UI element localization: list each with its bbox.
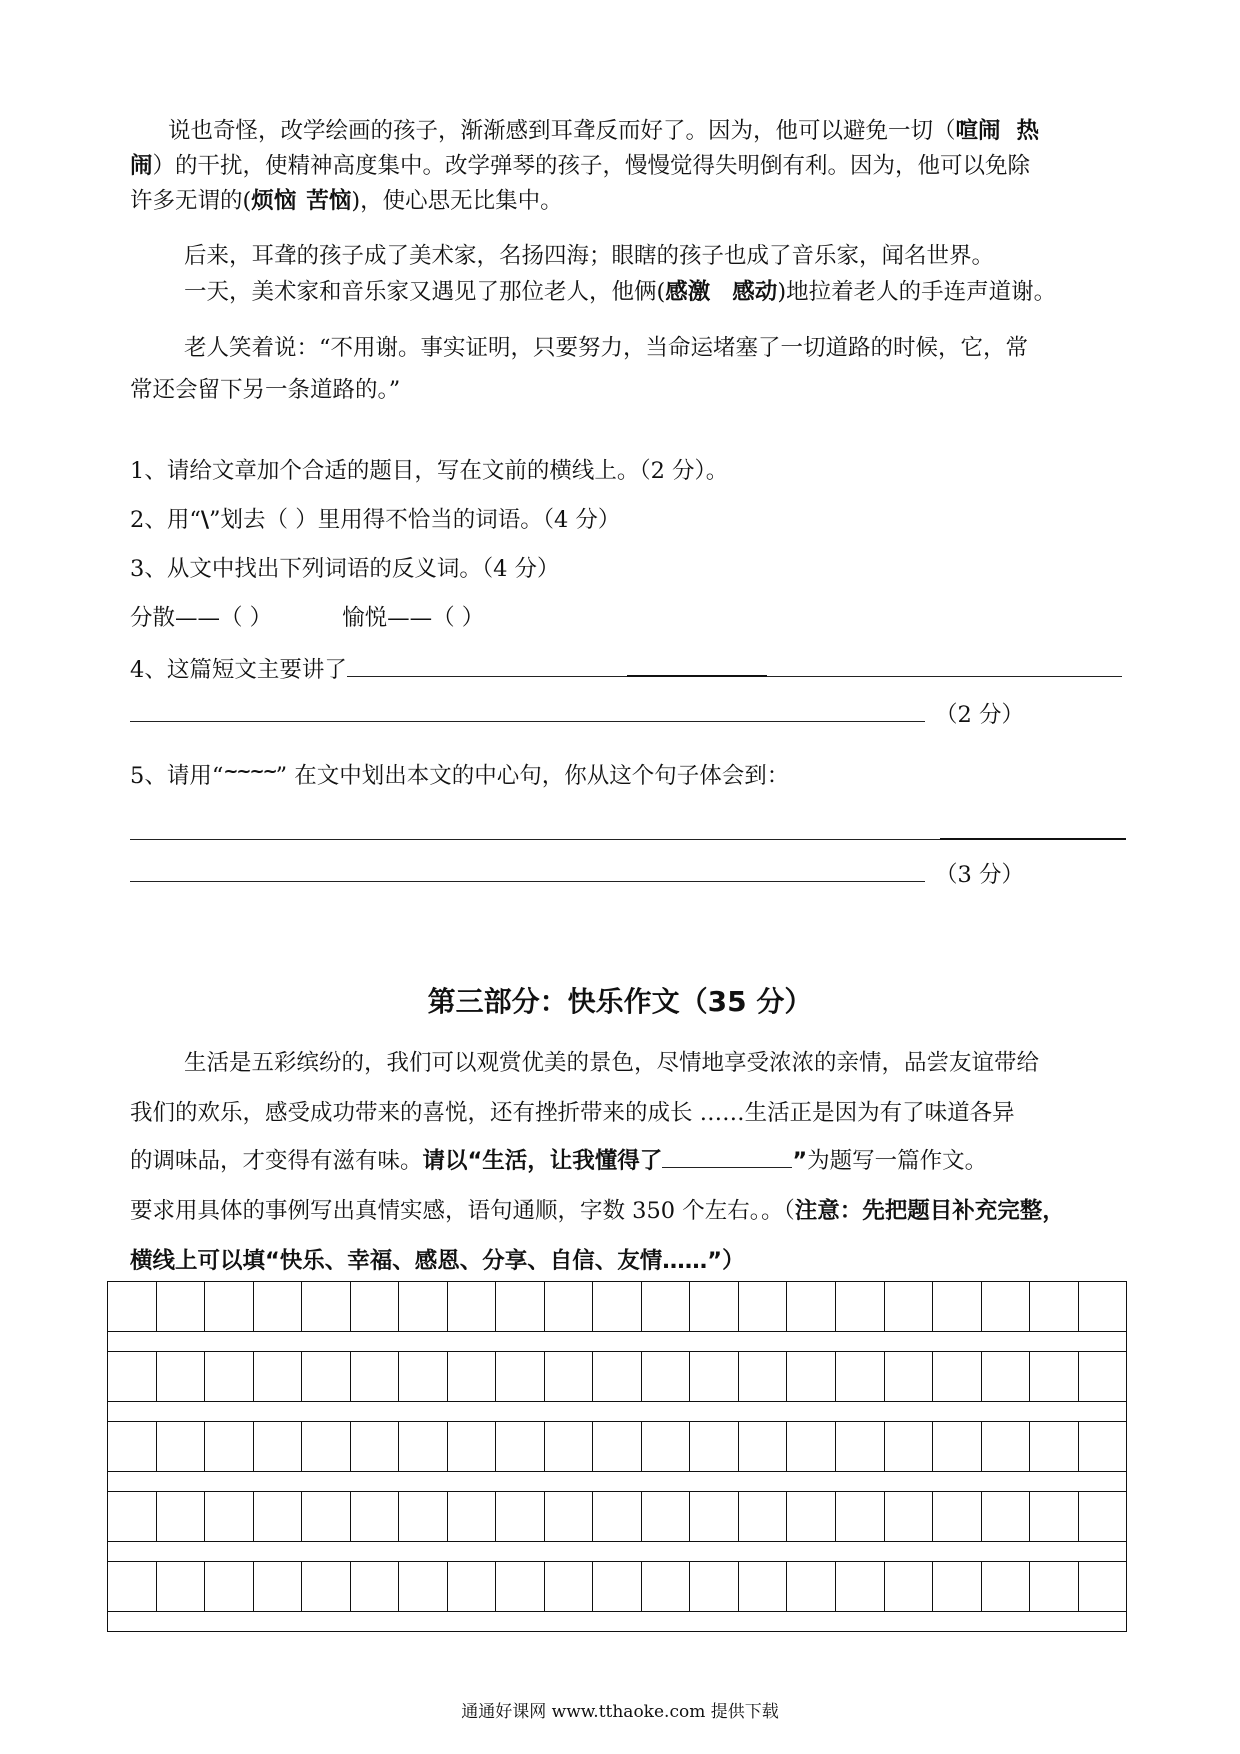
grid-cell[interactable] [205,1562,254,1611]
composition-line-4: 要求用具体的事例写出真情实感，语句通顺，字数 350 个左右。。（注意：先把题目补充完整， [130,1198,1065,1224]
passage-line-2: 闹）的干扰，使精神高度集中。改学弹琴的孩子，慢慢觉得失明倒有利。因为，他可以免除 [130,153,1031,179]
grid-cell[interactable] [787,1492,836,1541]
title-blank[interactable] [662,1149,792,1168]
grid-cell[interactable] [836,1492,885,1541]
grid-cell[interactable] [982,1562,1031,1611]
answer-line[interactable] [130,703,925,722]
answer-line[interactable] [767,658,1122,677]
grid-cell[interactable] [933,1422,982,1471]
grid-cell[interactable] [836,1422,885,1471]
grid-cell[interactable] [399,1352,448,1401]
grid-cell[interactable] [593,1422,642,1471]
grid-cell[interactable] [205,1422,254,1471]
grid-row [108,1422,1126,1472]
grid-row-gap [108,1542,1126,1562]
grid-cell[interactable] [545,1282,594,1331]
grid-cell[interactable] [690,1562,739,1611]
question-5-line-1 [130,815,1130,851]
passage-line-5: 一天，美术家和音乐家又遇见了那位老人，他俩(感激 感动)地拉着老人的手连声道谢。 [184,279,1057,305]
grid-cell[interactable] [642,1352,691,1401]
passage-line-3: 许多无谓的(烦恼 苦恼)，使心思无比集中。 [130,188,563,214]
grid-cell[interactable] [496,1352,545,1401]
grid-cell[interactable] [157,1352,206,1401]
grid-cell[interactable] [593,1352,642,1401]
section-title: 第三部分：快乐作文（35 分） [427,985,813,1018]
grid-cell[interactable] [1030,1492,1079,1541]
grid-cell[interactable] [690,1422,739,1471]
grid-cell[interactable] [108,1352,157,1401]
grid-cell[interactable] [254,1422,303,1471]
grid-cell[interactable] [739,1492,788,1541]
grid-cell[interactable] [836,1282,885,1331]
answer-line[interactable] [130,863,925,882]
writing-grid[interactable] [107,1281,1127,1632]
grid-cell[interactable] [1030,1352,1079,1401]
grid-cell[interactable] [739,1282,788,1331]
grid-cell[interactable] [108,1422,157,1471]
question-4: 4、这篇短文主要讲了 [130,652,1130,688]
grid-cell[interactable] [448,1422,497,1471]
grid-cell[interactable] [399,1562,448,1611]
grid-cell[interactable] [933,1562,982,1611]
grid-row-gap [108,1612,1126,1631]
grid-cell[interactable] [642,1562,691,1611]
passage-line-7: 常还会留下另一条道路的。” [130,377,401,403]
grid-cell[interactable] [448,1352,497,1401]
grid-cell[interactable] [885,1562,934,1611]
grid-cell[interactable] [157,1422,206,1471]
grid-row-gap [108,1402,1126,1422]
grid-cell[interactable] [302,1562,351,1611]
grid-cell[interactable] [593,1492,642,1541]
grid-cell[interactable] [254,1562,303,1611]
passage-line-4: 后来，耳聋的孩子成了美术家，名扬四海；眼瞎的孩子也成了音乐家，闻名世界。 [184,243,995,269]
answer-line[interactable] [940,820,1126,840]
grid-cell[interactable] [399,1282,448,1331]
grid-cell[interactable] [254,1352,303,1401]
question-5-line-2: （3 分） [130,857,1130,893]
grid-cell[interactable] [496,1422,545,1471]
grid-cell[interactable] [787,1282,836,1331]
grid-cell[interactable] [157,1562,206,1611]
grid-cell[interactable] [351,1352,400,1401]
composition-line-5: 横线上可以填“快乐、幸福、感恩、分享、自信、友情……”） [130,1248,745,1274]
grid-cell[interactable] [982,1492,1031,1541]
grid-cell[interactable] [885,1282,934,1331]
grid-cell[interactable] [787,1422,836,1471]
grid-cell[interactable] [885,1352,934,1401]
grid-row [108,1282,1126,1332]
question-2: 2、用“\”划去（ ）里用得不恰当的词语。（4 分） [130,507,621,533]
grid-cell[interactable] [205,1492,254,1541]
grid-cell[interactable] [448,1562,497,1611]
grid-cell[interactable] [545,1352,594,1401]
question-3: 3、从文中找出下列词语的反义词。（4 分） [130,556,560,582]
grid-cell[interactable] [448,1492,497,1541]
grid-row [108,1562,1126,1612]
grid-cell[interactable] [836,1352,885,1401]
question-1: 1、请给文章加个合适的题目，写在文前的横线上。（2 分）。 [130,458,729,484]
answer-line[interactable] [627,657,767,677]
grid-cell[interactable] [982,1352,1031,1401]
question-3-words: 分散——（ ） 愉悦——（ ） [130,605,485,631]
grid-cell[interactable] [108,1562,157,1611]
passage-line-1: 说也奇怪，改学绘画的孩子，渐渐感到耳聋反而好了。因为，他可以避免一切（喧闹 热 [168,118,1040,144]
question-4-line-2: （2 分） [130,697,1130,733]
grid-cell[interactable] [496,1492,545,1541]
answer-line[interactable] [130,821,940,840]
grid-cell[interactable] [933,1492,982,1541]
composition-line-3: 的调味品，才变得有滋有味。请以“生活，让我懂得了 ”为题写一篇作文。 [130,1148,988,1174]
grid-cell[interactable] [302,1492,351,1541]
grid-cell[interactable] [302,1352,351,1401]
grid-row-gap [108,1332,1126,1352]
grid-cell[interactable] [593,1282,642,1331]
grid-cell[interactable] [108,1282,157,1331]
grid-cell[interactable] [1030,1562,1079,1611]
grid-row [108,1492,1126,1542]
grid-cell[interactable] [836,1562,885,1611]
grid-cell[interactable] [205,1282,254,1331]
grid-cell[interactable] [982,1422,1031,1471]
footer: 通通好课网 www.tthaoke.com 提供下载 [461,1702,779,1722]
grid-cell[interactable] [496,1562,545,1611]
grid-cell[interactable] [885,1492,934,1541]
grid-cell[interactable] [593,1562,642,1611]
grid-cell[interactable] [399,1492,448,1541]
passage-line-6: 老人笑着说：“不用谢。事实证明，只要努力，当命运堵塞了一切道路的时候，它，常 [184,335,1029,361]
grid-cell[interactable] [1030,1422,1079,1471]
grid-cell[interactable] [302,1422,351,1471]
composition-line-2: 我们的欢乐，感受成功带来的喜悦，还有挫折带来的成长 ……生活正是因为有了味道各异 [130,1100,1015,1126]
grid-cell[interactable] [933,1352,982,1401]
grid-cell[interactable] [545,1492,594,1541]
grid-cell[interactable] [787,1562,836,1611]
grid-cell[interactable] [933,1282,982,1331]
grid-cell[interactable] [302,1282,351,1331]
grid-cell[interactable] [642,1492,691,1541]
grid-cell[interactable] [739,1352,788,1401]
composition-line-1: 生活是五彩缤纷的，我们可以观赏优美的景色，尽情地享受浓浓的亲情，品尝友谊带给 [184,1050,1040,1076]
grid-cell[interactable] [1079,1352,1127,1401]
grid-cell[interactable] [448,1282,497,1331]
grid-cell[interactable] [690,1282,739,1331]
grid-cell[interactable] [399,1422,448,1471]
grid-cell[interactable] [690,1352,739,1401]
grid-row-gap [108,1472,1126,1492]
grid-cell[interactable] [739,1422,788,1471]
grid-cell[interactable] [545,1562,594,1611]
question-5: 5、请用“~~~~” 在文中划出本文的中心句，你从这个句子体会到： [130,761,790,789]
grid-cell[interactable] [1030,1282,1079,1331]
grid-cell[interactable] [351,1422,400,1471]
grid-cell[interactable] [157,1282,206,1331]
grid-cell[interactable] [1079,1562,1127,1611]
grid-cell[interactable] [885,1422,934,1471]
grid-cell[interactable] [642,1422,691,1471]
grid-cell[interactable] [254,1492,303,1541]
grid-cell[interactable] [496,1282,545,1331]
grid-cell[interactable] [351,1562,400,1611]
grid-cell[interactable] [1079,1492,1127,1541]
grid-cell[interactable] [205,1352,254,1401]
grid-cell[interactable] [787,1352,836,1401]
grid-cell[interactable] [108,1492,157,1541]
grid-cell[interactable] [690,1492,739,1541]
grid-row [108,1352,1126,1402]
grid-cell[interactable] [642,1282,691,1331]
wavy-line-icon: ~~~~ [223,761,276,782]
grid-cell[interactable] [351,1282,400,1331]
grid-cell[interactable] [1079,1282,1127,1331]
grid-cell[interactable] [545,1422,594,1471]
grid-cell[interactable] [1079,1422,1127,1471]
grid-cell[interactable] [351,1492,400,1541]
answer-line[interactable] [347,658,627,677]
grid-cell[interactable] [982,1282,1031,1331]
grid-cell[interactable] [254,1282,303,1331]
grid-cell[interactable] [157,1492,206,1541]
grid-cell[interactable] [739,1562,788,1611]
